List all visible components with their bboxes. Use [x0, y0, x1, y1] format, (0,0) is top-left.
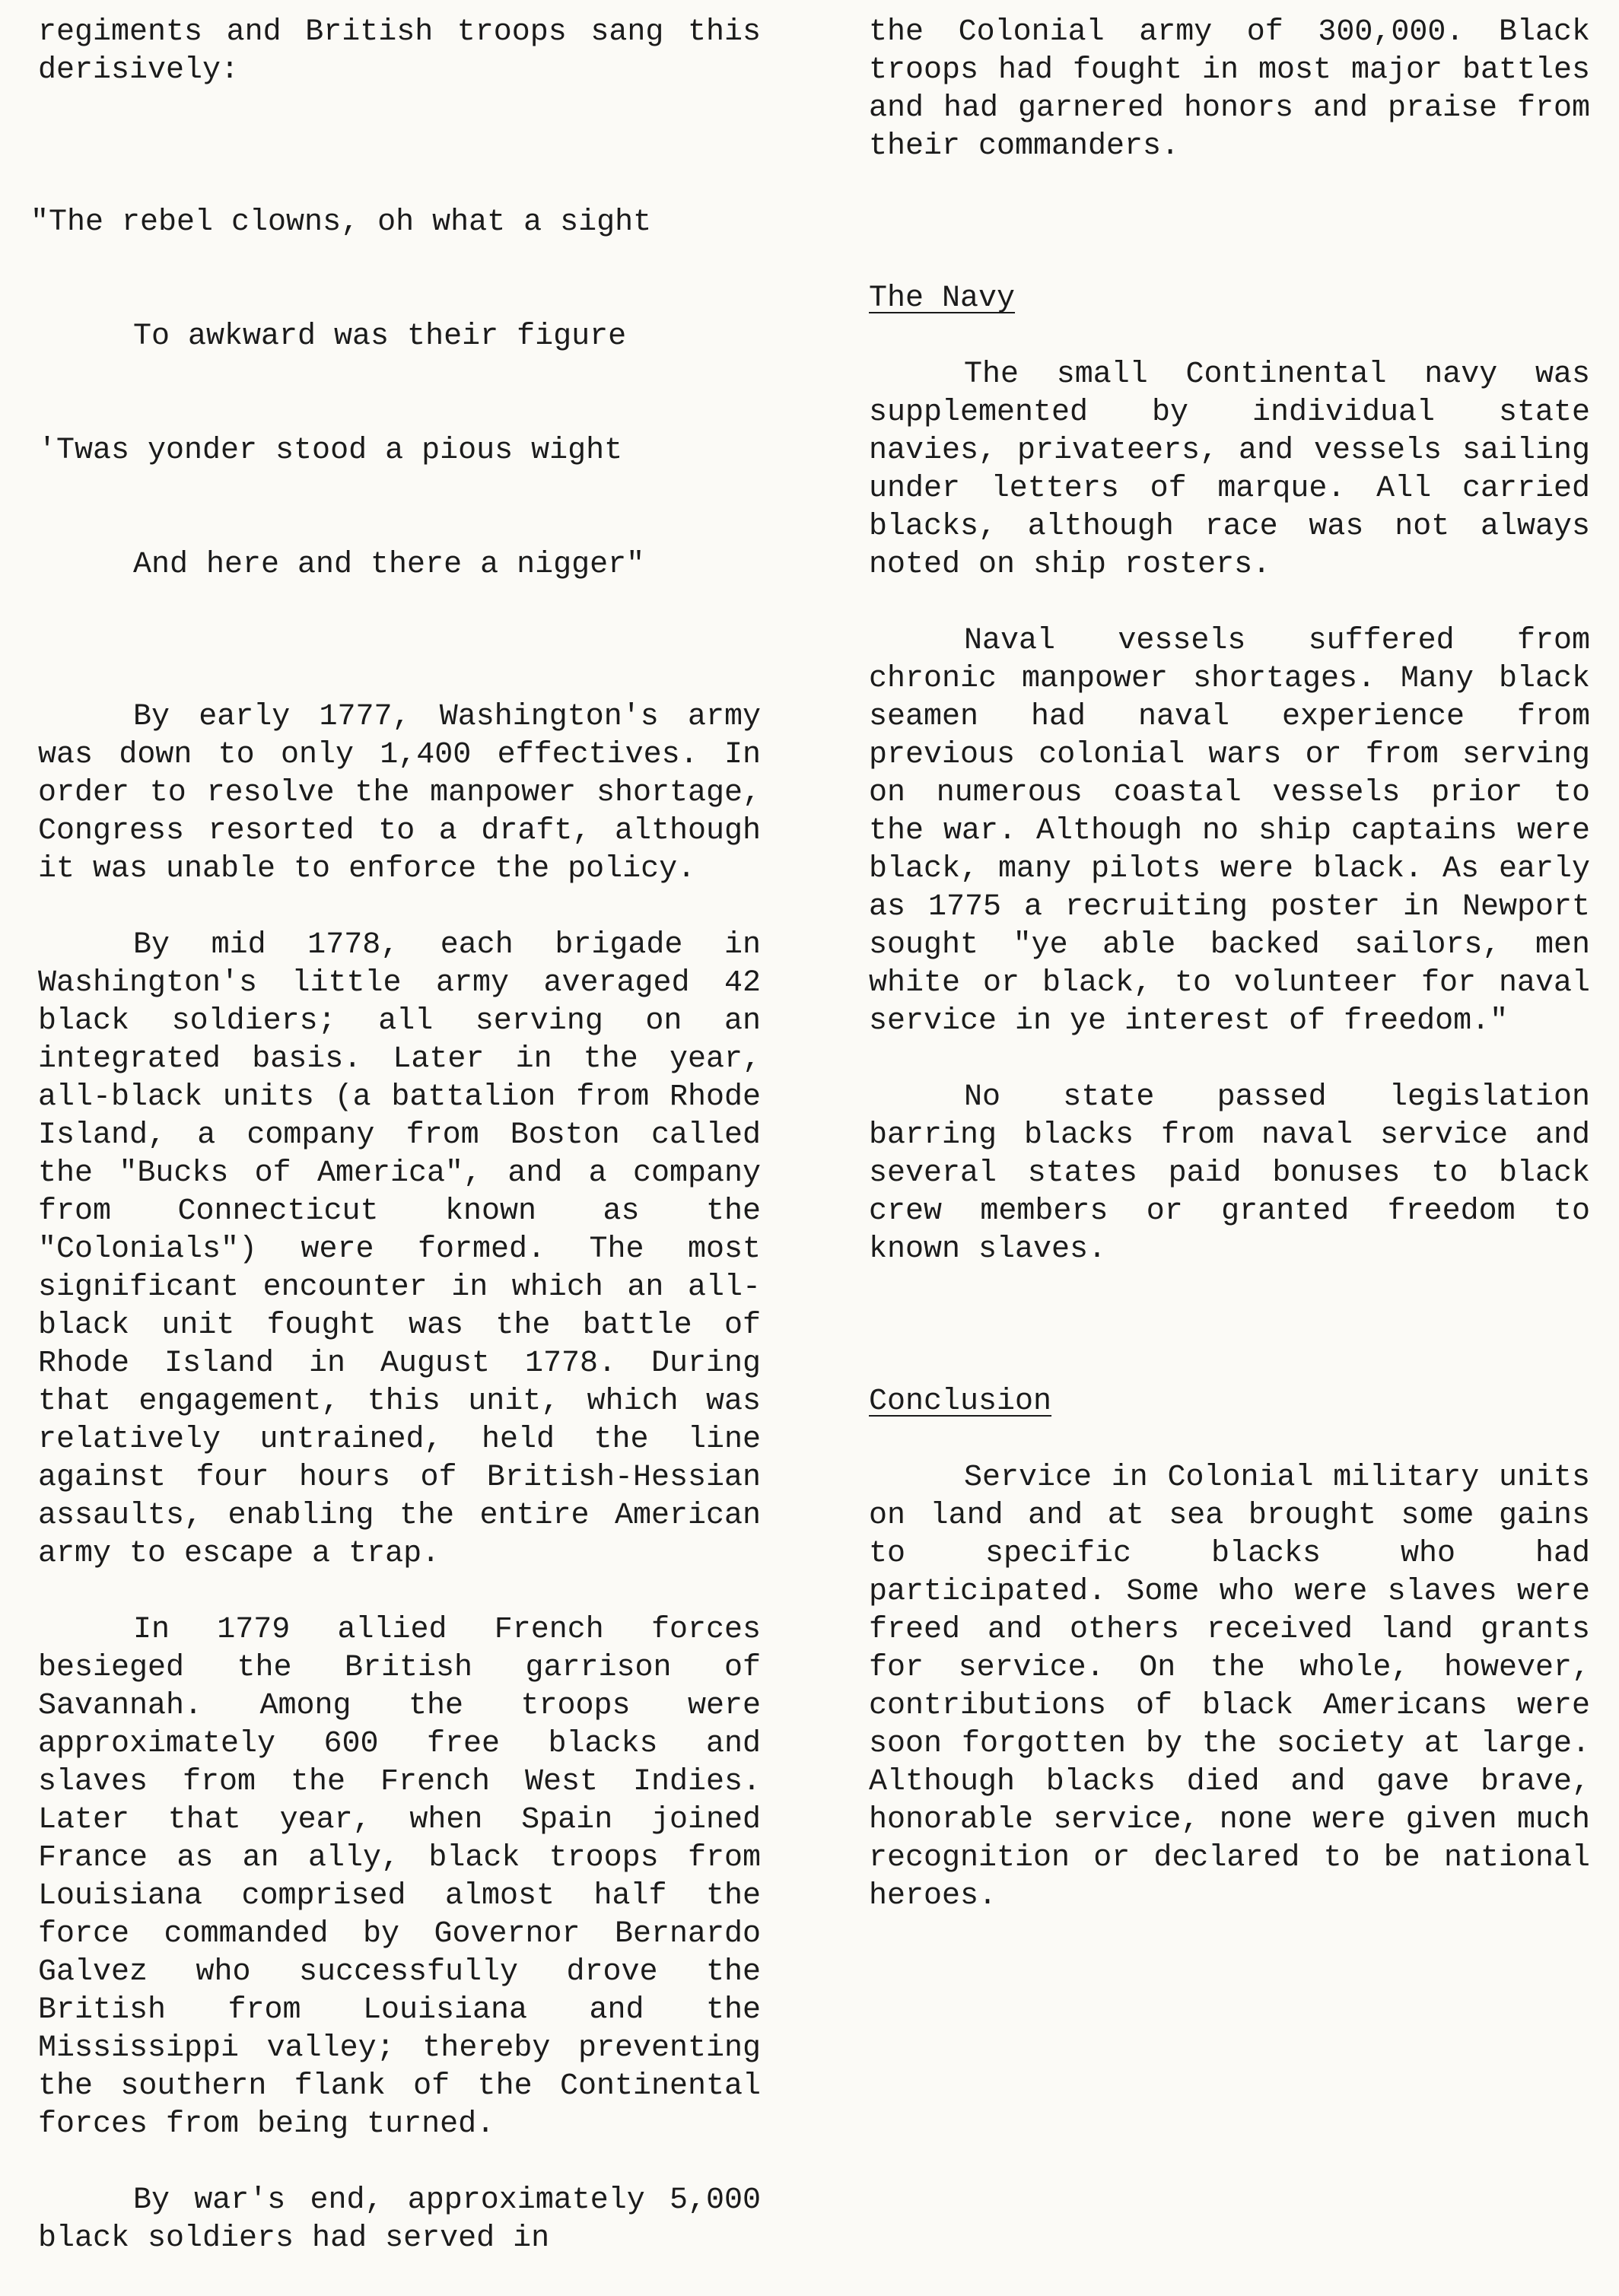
paragraph-1779: In 1779 allied French forces besieged the British garrison of Savannah. Among the troops were approximately 600 free blacks and slaves from the French West Indies. Later that year, when Spain joined France as an ally, black troops from Louisiana comprised almost half the force commanded by Governor Bernardo Galvez who successfully drove the British from Louisiana and the Mississippi valley; thereby preventing the southern flank of the Continental forces from being turned.: [38, 1613, 761, 2142]
song-verse: [30, 128, 761, 660]
left-column: [30, 14, 761, 2296]
intro-paragraph: regiments and British troops sang this derisively:: [38, 15, 761, 87]
paragraph-1778: By mid 1778, each brigade in Washington's little army averaged 42 black soldiers; all serving on an integrated basis. Later in the year, all-black units (a battalion from Rhode Island, a company from Boston called the "Bucks of America", and a company from Connecticut known as the "Colonials") were formed. The most significant encounter in which an all-black unit fought was the battle of Rhode Island in August 1778. During that engagement, this unit, which was relatively untrained, held the line against four hours of British-Hessian assaults, enabling the entire American army to escape a trap.: [38, 928, 761, 1571]
paragraph-1777: By early 1777, Washington's army was down to only 1,400 effectives. In order to resolve the manpower shortage, Congress resorted to a draft, although it was unable to enforce the policy.: [38, 700, 761, 886]
right-column: [869, 14, 1590, 1954]
verse-line-3: 'Twas yonder stood a pious wight: [38, 434, 623, 468]
conclusion-paragraph: Service in Colonial military units on land and at sea brought some gains to specific blacks who had participated. Some who were slaves were freed and others received land grants for service. On the whole, however, contributions of black Americans were soon forgotten by the society at large. Although blacks died and gave brave, honorable service, none were given much recognition or declared to be national heroes.: [869, 1461, 1590, 1913]
navy-paragraph-1: The small Continental navy was supplemented by individual state navies, privateers, and vessels sailing under letters of marque. All carried blacks, although race was not always noted on ship rosters.: [869, 358, 1590, 582]
conclusion-heading: Conclusion: [869, 1385, 1052, 1419]
navy-heading: The Navy: [869, 281, 1016, 316]
navy-paragraph-3: No state passed legislation barring blacks from naval service and several states paid bonuses to black crew members or granted freedom to known slaves.: [869, 1080, 1590, 1267]
navy-paragraph-2: Naval vessels suffered from chronic manpower shortages. Many black seamen had naval experience from previous colonial wars or from serving on numerous coastal vessels prior to the war. Although no ship captains were black, many pilots were black. As early as 1775 a recruiting poster in Newport sought "ye able backed sailors, men white or black, to volunteer for naval service in ye interest of freedom.": [869, 624, 1590, 1038]
paragraph-wars-end: By war's end, approximately 5,000 black soldiers had served in: [38, 2183, 761, 2256]
verse-line-2: To awkward was their figure: [133, 320, 627, 354]
continued-paragraph: the Colonial army of 300,000. Black troops had fought in most major battles and had garnered honors and praise from their commanders.: [869, 15, 1590, 164]
verse-line-1: "The rebel clowns, oh what a sight: [30, 205, 652, 240]
verse-line-4: And here and there a nigger": [133, 548, 645, 582]
